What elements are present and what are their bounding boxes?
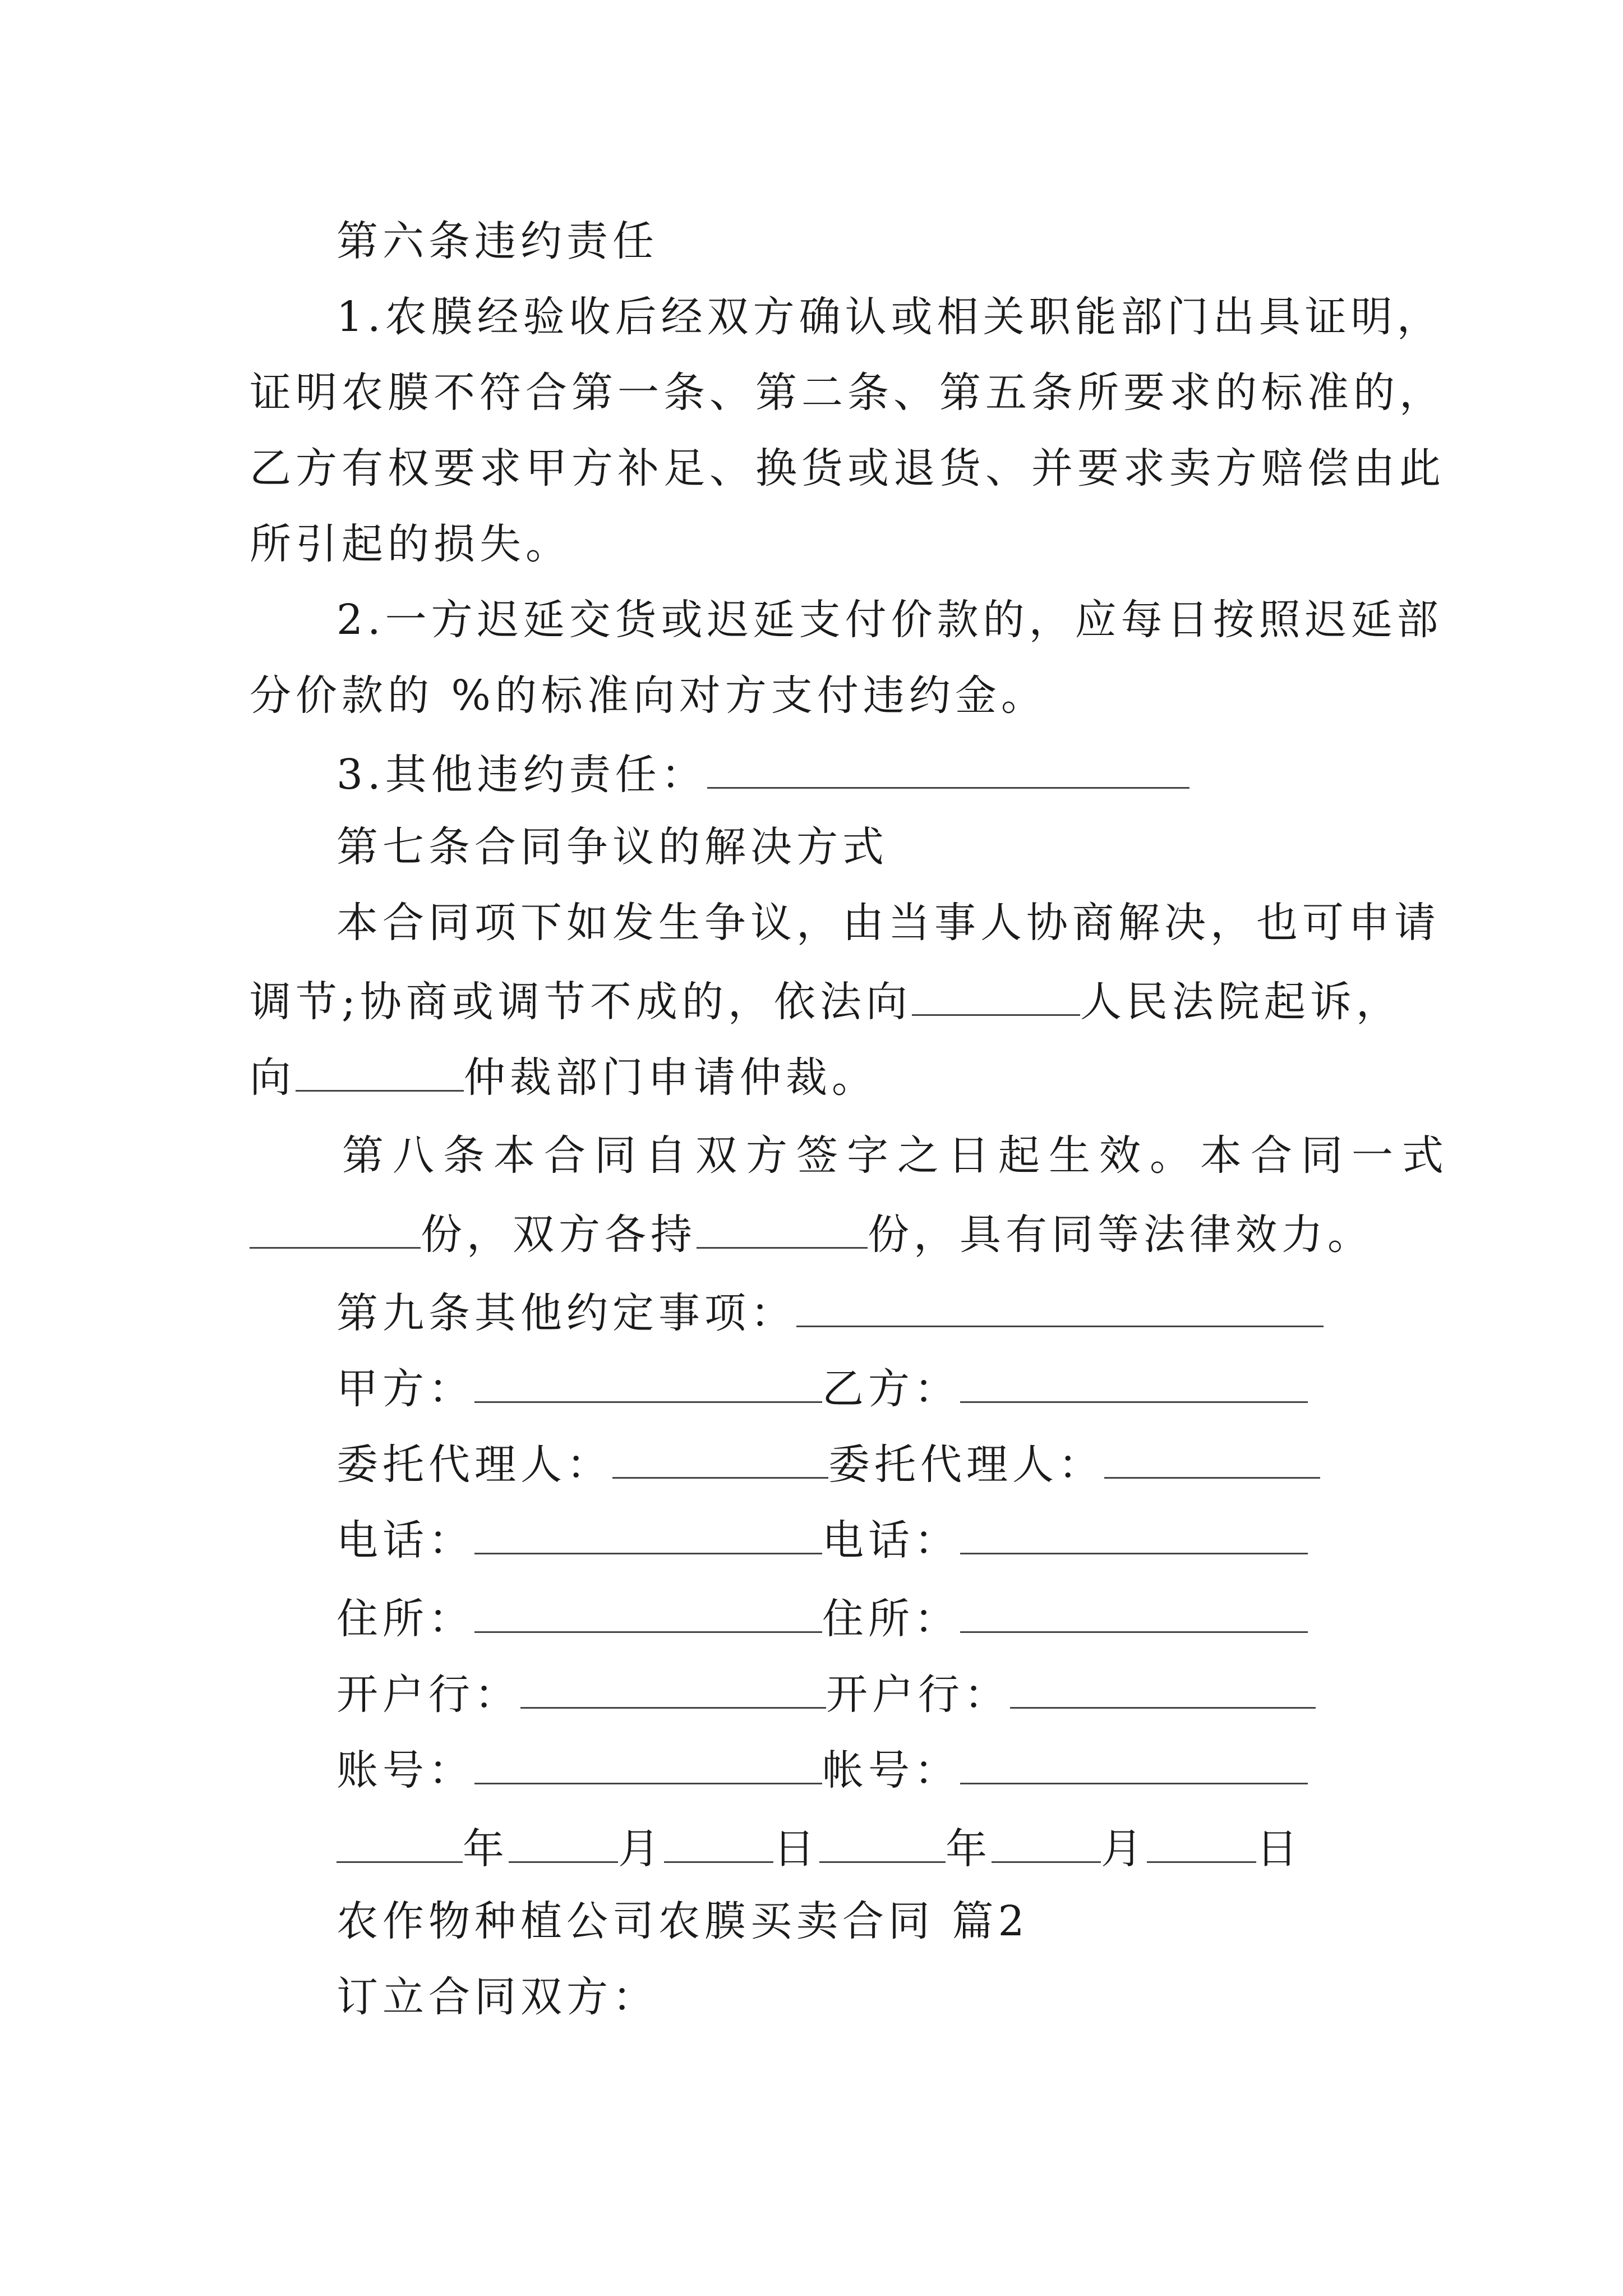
article7-line1: 本合同项下如发生争议，由当事人协商解决，也可申请 [336,899,1440,947]
article8-line1: 第八条本合同自双方签字之日起生效。本合同一式 [342,1131,1453,1180]
blank-line [250,1203,421,1249]
party-b-label: 乙方： [822,1365,960,1413]
blank-line [474,1739,822,1784]
month-label-b: 月 [1101,1825,1147,1873]
blank-line [664,1818,773,1863]
blank-line [612,1433,828,1479]
article6-item2-line1: 2.一方迟延交货或迟延支付价款的，应每日按照迟延部 [336,596,1443,644]
article7-line3-b: 仲裁部门申请仲裁。 [464,1053,878,1102]
article6-item1-line3: 乙方有权要求甲方补足、换货或退货、并要求卖方赔偿由此 [250,444,1445,493]
bank-row [336,1663,1316,1719]
blank-line [819,1818,946,1863]
article6-heading: 第六条违约责任 [336,217,658,265]
blank-line [796,1282,1324,1327]
address-b-label: 住所： [822,1595,960,1643]
account-b-label: 帐号： [822,1746,960,1795]
next-section-title: 农作物种植公司农膜买卖合同 篇2 [336,1897,1029,1945]
blank-line [960,1739,1308,1784]
article7-line2 [250,970,1402,1027]
blank-line [707,743,1189,789]
address-a-label: 住所： [336,1595,474,1643]
article8-line2-a: 份，双方各持 [421,1211,697,1259]
blank-line [296,1046,464,1092]
day-label-a: 日 [773,1825,819,1873]
agent-row [336,1433,1320,1489]
blank-line [509,1818,618,1863]
account-a-label: 账号： [336,1746,474,1795]
day-label-b: 日 [1256,1825,1302,1873]
blank-line [992,1818,1101,1863]
agent-b-label: 委托代理人： [828,1441,1104,1489]
blank-line [474,1358,822,1403]
article7-line3 [250,1046,878,1102]
blank-line [336,1818,463,1863]
blank-line [960,1588,1308,1633]
agent-a-label: 委托代理人： [336,1441,612,1489]
article6-item1-line2: 证明农膜不符合第一条、第二条、第五条所要求的标准的， [250,369,1445,417]
blank-line [912,970,1080,1016]
party-a-row [336,1358,1308,1414]
bank-a-label: 开户行： [336,1671,520,1719]
blank-line [697,1203,868,1249]
blank-line [1147,1818,1256,1863]
party-a-label: 甲方： [336,1365,474,1413]
article7-line2-a: 调节;协商或调节不成的，依法向 [250,978,912,1026]
article8-line2-b: 份，具有同等法律效力。 [868,1211,1373,1259]
phone-a-label: 电话： [336,1516,474,1565]
article9-label: 第九条其他约定事项： [336,1289,796,1337]
article7-heading: 第七条合同争议的解决方式 [336,823,888,871]
blank-line [474,1588,822,1633]
bank-b-label: 开户行： [826,1671,1010,1719]
blank-line [960,1358,1308,1403]
blank-line [1104,1433,1320,1479]
article7-line3-a: 向 [250,1053,296,1102]
article9 [336,1282,1324,1338]
article8-line2 [250,1203,1373,1259]
year-label-a: 年 [463,1825,509,1873]
account-row [336,1739,1308,1795]
date-row [336,1818,1302,1874]
article6-item3 [336,743,1189,799]
phone-b-label: 电话： [822,1516,960,1565]
blank-line [474,1509,822,1554]
article6-item1-line1: 1.农膜经验收后经双方确认或相关职能部门出具证明， [336,293,1443,341]
article6-item1-line4: 所引起的损失。 [250,520,571,568]
article7-line2-b: 人民法院起诉， [1080,978,1402,1026]
month-label-a: 月 [618,1825,664,1873]
article6-item3-label: 3.其他违约责任： [336,751,707,799]
blank-line [960,1509,1308,1554]
phone-row [336,1509,1308,1565]
article6-item2-line2: 分价款的 %的标准向对方支付违约金。 [250,671,1047,720]
year-label-b: 年 [946,1825,992,1873]
contract-parties-label: 订立合同双方： [336,1973,658,2021]
blank-line [520,1663,826,1709]
address-row [336,1588,1308,1644]
blank-line [1010,1663,1316,1709]
